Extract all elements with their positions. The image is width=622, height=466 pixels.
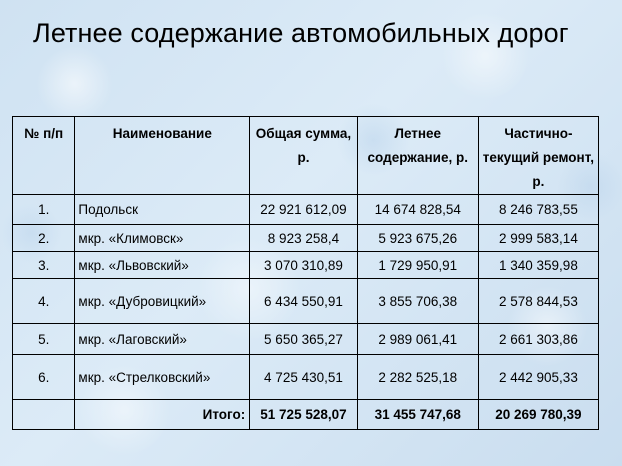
table-row: [13, 252, 599, 279]
totals-repair: 20 269 780,39: [478, 400, 598, 430]
table-row: [13, 279, 599, 324]
cell-total: 22 921 612,09: [250, 195, 358, 225]
header-total: Общая сумма, р.: [250, 117, 358, 195]
totals-total: 51 725 528,07: [250, 400, 358, 430]
cell-total: 6 434 550,91: [250, 279, 358, 324]
cell-number: 4.: [13, 279, 75, 324]
cell-repair: 2 578 844,53: [478, 279, 598, 324]
cell-number: 6.: [13, 355, 75, 400]
table-row: [13, 324, 599, 355]
header-number: № п/п: [13, 117, 75, 195]
road-maintenance-table: [12, 116, 599, 430]
header-name: Наименование: [75, 117, 250, 195]
cell-name: мкр. «Стрелковский»: [75, 355, 250, 400]
table-row: [13, 225, 599, 252]
table-row: [13, 195, 599, 225]
cell-name: мкр. «Дубровицкий»: [75, 279, 250, 324]
cell-name: Подольск: [75, 195, 250, 225]
cell-summer: 3 855 706,38: [357, 279, 478, 324]
cell-name: мкр. «Климовск»: [75, 225, 250, 252]
table-header-row: [13, 117, 599, 195]
totals-label: Итого:: [75, 400, 250, 430]
header-summer-maintenance: Летнее содержание, р.: [357, 117, 478, 195]
cell-repair: 2 442 905,33: [478, 355, 598, 400]
cell-summer: 2 282 525,18: [357, 355, 478, 400]
cell-summer: 1 729 950,91: [357, 252, 478, 279]
cell-number: 1.: [13, 195, 75, 225]
cell-empty: [13, 400, 75, 430]
cell-number: 3.: [13, 252, 75, 279]
cell-repair: 8 246 783,55: [478, 195, 598, 225]
cell-repair: 2 661 303,86: [478, 324, 598, 355]
cell-summer: 2 989 061,41: [357, 324, 478, 355]
header-partial-repair: Частично-текущий ремонт, р.: [478, 117, 598, 195]
cell-name: мкр. «Львовский»: [75, 252, 250, 279]
cell-number: 2.: [13, 225, 75, 252]
cell-repair: 1 340 359,98: [478, 252, 598, 279]
cell-summer: 5 923 675,26: [357, 225, 478, 252]
table-row: [13, 355, 599, 400]
totals-row: [13, 400, 599, 430]
cell-total: 3 070 310,89: [250, 252, 358, 279]
cell-total: 5 650 365,27: [250, 324, 358, 355]
cell-number: 5.: [13, 324, 75, 355]
page-title: Летнее содержание автомобильных дорог: [33, 18, 569, 48]
cell-summer: 14 674 828,54: [357, 195, 478, 225]
cell-total: 4 725 430,51: [250, 355, 358, 400]
cell-total: 8 923 258,4: [250, 225, 358, 252]
cell-name: мкр. «Лаговский»: [75, 324, 250, 355]
cell-repair: 2 999 583,14: [478, 225, 598, 252]
totals-summer: 31 455 747,68: [357, 400, 478, 430]
